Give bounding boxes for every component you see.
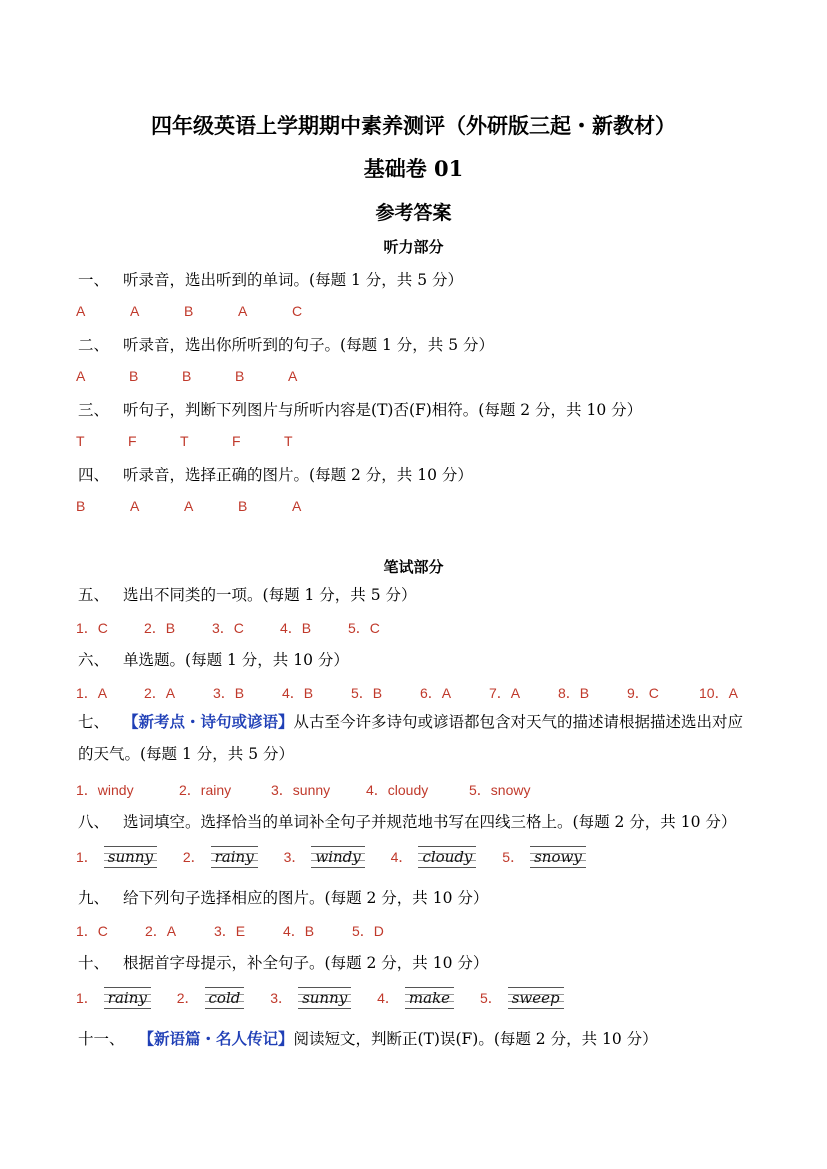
question-4 <box>78 463 473 485</box>
answer: B <box>235 368 245 384</box>
answer: T <box>180 433 189 449</box>
four-line-grid-word: windy <box>311 846 364 868</box>
answers-9 <box>76 921 384 941</box>
answer: B <box>182 368 192 384</box>
answer: 2．A <box>144 685 176 701</box>
handwriting-answer <box>270 987 351 1009</box>
answer: T <box>284 433 293 449</box>
document-subtitle: 基础卷 01 <box>363 156 464 181</box>
answer: B <box>129 368 139 384</box>
answer: 1．windy <box>76 782 134 798</box>
answer: 9．C <box>627 685 659 701</box>
answer: 4．B <box>282 685 314 701</box>
listening-part-title: 听力部分 <box>383 238 444 256</box>
answer: 3．C <box>212 620 244 636</box>
answer: 8．B <box>558 685 590 701</box>
question-number: 一、 <box>78 271 110 289</box>
answer: 1．A <box>76 685 108 701</box>
question-number: 三、 <box>78 401 110 419</box>
answer: A <box>130 498 140 514</box>
question-text: 给下列句子选择相应的图片。(每题 2 分，共 10 分） <box>123 889 489 907</box>
answers-2 <box>76 368 297 384</box>
question-tag: 【新考点・诗句或谚语】 <box>123 712 294 731</box>
question-number: 七、 <box>78 713 110 731</box>
answer: 4．B <box>280 620 312 636</box>
answer: 2．B <box>144 620 176 636</box>
answer-index: 2． <box>176 990 199 1006</box>
four-line-grid-word: sunny <box>104 846 157 868</box>
document-title: 四年级英语上学期期中素养测评（外研版三起・新教材） <box>151 113 676 138</box>
question-tag: 【新语篇・名人传记】 <box>138 1029 294 1048</box>
answer: 5．D <box>352 923 384 939</box>
answer: 1．C <box>76 620 108 636</box>
question-text: 选词填空。选择恰当的单词补全句子并规范地书写在四线三格上。(每题 2 分，共 10 分） <box>123 813 737 831</box>
answer-index: 5． <box>502 849 525 865</box>
answers-7 <box>76 780 530 800</box>
answer: B <box>238 498 248 514</box>
answer: 3．sunny <box>271 782 331 798</box>
answer: 3．E <box>214 923 246 939</box>
question-number: 十一、 <box>78 1030 125 1048</box>
answer: B <box>184 303 194 319</box>
handwriting-answer <box>183 846 258 868</box>
question-text: 从古至今许多诗句或谚语都包含对天气的描述请根据描述选出对应的天气。(每题 1 分，共 5 分） <box>78 713 744 763</box>
answers-heading: 参考答案 <box>375 202 452 224</box>
question-number: 二、 <box>78 336 110 354</box>
answers-5 <box>76 618 380 638</box>
question-number: 九、 <box>78 889 110 907</box>
question-6 <box>78 648 349 670</box>
question-11 <box>78 1027 658 1049</box>
answers-6 <box>76 683 738 703</box>
handwriting-answer <box>377 987 454 1009</box>
handwriting-answer <box>502 846 586 868</box>
four-line-grid-word: cold <box>205 987 245 1009</box>
four-line-grid-word: rainy <box>211 846 258 868</box>
answer: 7．A <box>489 685 521 701</box>
answer-index: 1． <box>76 849 98 865</box>
answer: 5．C <box>348 620 380 636</box>
answers-1 <box>76 303 302 319</box>
question-text: 听录音，选出听到的单词。(每题 1 分，共 5 分） <box>123 271 463 289</box>
four-line-grid-word: make <box>405 987 454 1009</box>
question-text: 根据首字母提示，补全句子。(每题 2 分，共 10 分） <box>123 954 489 972</box>
answers-3 <box>76 433 293 449</box>
four-line-grid-word: snowy <box>530 846 586 868</box>
answer: B <box>76 498 86 514</box>
writing-part-title: 笔试部分 <box>383 558 444 576</box>
answer-index: 5． <box>479 990 502 1006</box>
question-number: 五、 <box>78 586 110 604</box>
answers-8 <box>76 846 608 868</box>
answer: A <box>238 303 248 319</box>
question-text: 听句子，判断下列图片与所听内容是(T)否(F)相符。(每题 2 分，共 10 分） <box>123 401 643 419</box>
four-line-grid-word: cloudy <box>418 846 476 868</box>
answer: 3．B <box>213 685 245 701</box>
answer: F <box>128 433 137 449</box>
question-1 <box>78 268 463 290</box>
answers-4 <box>76 498 301 514</box>
answer: 5．snowy <box>469 782 531 798</box>
question-text: 阅读短文，判断正(T)误(F)。(每题 2 分，共 10 分） <box>293 1030 658 1048</box>
answer: F <box>232 433 241 449</box>
question-2 <box>78 333 494 355</box>
answer: C <box>292 303 303 319</box>
answer: A <box>76 303 86 319</box>
question-3 <box>78 398 642 420</box>
answers-10 <box>76 987 586 1009</box>
handwriting-answer <box>177 987 245 1009</box>
answer-index: 3． <box>283 849 306 865</box>
question-9 <box>78 886 488 908</box>
answer: A <box>184 498 194 514</box>
question-number: 十、 <box>78 954 110 972</box>
answer-index: 2． <box>182 849 205 865</box>
answer-index: 3． <box>270 990 293 1006</box>
answer: 4．B <box>283 923 315 939</box>
four-line-grid-word: sweep <box>508 987 564 1009</box>
handwriting-answer <box>284 846 365 868</box>
answer: T <box>76 433 85 449</box>
question-text: 单选题。(每题 1 分，共 10 分） <box>123 651 349 669</box>
answer: 10．A <box>699 685 738 701</box>
question-5 <box>78 583 417 605</box>
answer: 1．C <box>76 923 108 939</box>
answer-index: 4． <box>390 849 413 865</box>
answer: 6．A <box>420 685 452 701</box>
answer: 2．A <box>145 923 177 939</box>
answer: 4．cloudy <box>366 782 429 798</box>
answer: A <box>76 368 86 384</box>
question-text: 选出不同类的一项。(每题 1 分，共 5 分） <box>123 586 417 604</box>
handwriting-answer <box>391 846 477 868</box>
question-number: 四、 <box>78 466 110 484</box>
handwriting-answer <box>480 987 564 1009</box>
handwriting-answer <box>76 846 157 868</box>
question-7 <box>78 706 758 770</box>
answer-index: 4． <box>377 990 399 1006</box>
answer: 2．rainy <box>179 782 232 798</box>
answer: A <box>292 498 302 514</box>
question-8 <box>78 810 736 832</box>
question-text: 听录音，选出你所听到的句子。(每题 1 分，共 5 分） <box>123 336 494 354</box>
answer: A <box>130 303 140 319</box>
answer: A <box>288 368 298 384</box>
handwriting-answer <box>76 987 151 1009</box>
four-line-grid-word: sunny <box>298 987 351 1009</box>
question-number: 六、 <box>78 651 110 669</box>
four-line-grid-word: rainy <box>104 987 151 1009</box>
question-text: 听录音，选择正确的图片。(每题 2 分，共 10 分） <box>123 466 473 484</box>
answer-index: 1． <box>76 990 98 1006</box>
question-10 <box>78 951 488 973</box>
question-number: 八、 <box>78 813 110 831</box>
answer: 5．B <box>351 685 383 701</box>
